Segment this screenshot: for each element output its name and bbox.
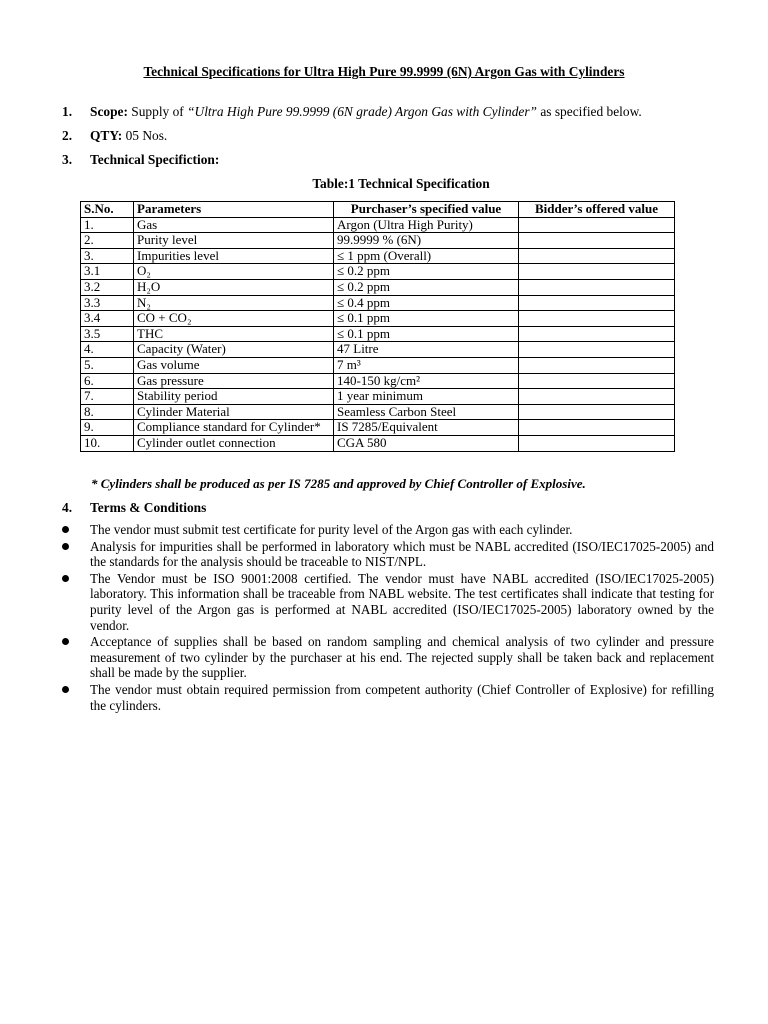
scope-post-text: as specified below. xyxy=(537,104,642,119)
section-technical xyxy=(62,152,219,168)
cell-bidder-value xyxy=(519,264,675,280)
section-number: 3. xyxy=(62,152,73,167)
cell-bidder-value xyxy=(519,248,675,264)
cell-purchaser-value: ≤ 0.1 ppm xyxy=(334,311,519,327)
cell-parameter: O₂ xyxy=(134,264,334,280)
cell-purchaser-value: ≤ 0.2 ppm xyxy=(334,279,519,295)
document-title: Technical Specifications for Ultra High Pure 99.9999 (6N) Argon Gas with Cylinders xyxy=(143,64,625,79)
cell-purchaser-value: 140-150 kg/cm² xyxy=(334,373,519,389)
cell-sno: 3.1 xyxy=(81,264,134,280)
header-purchaser-value: Purchaser’s specified value xyxy=(334,202,519,218)
list-item xyxy=(62,571,714,633)
table-row xyxy=(81,357,675,373)
table-row xyxy=(81,342,675,358)
section-terms xyxy=(62,500,206,516)
table-row xyxy=(81,217,675,233)
table-row xyxy=(81,264,675,280)
cell-sno: 9. xyxy=(81,420,134,436)
cell-bidder-value xyxy=(519,420,675,436)
qty-value: 05 Nos. xyxy=(122,128,168,143)
table-row xyxy=(81,326,675,342)
term-text: Analysis for impurities shall be performed in laboratory which must be NABL accredited (ISO/IEC17025-2005) and the standards for the analysis should be traceable to NIST/NPL. xyxy=(90,538,714,570)
cell-parameter: Gas volume xyxy=(134,357,334,373)
table-row xyxy=(81,435,675,451)
cell-parameter: Stability period xyxy=(134,389,334,405)
cell-parameter: N₂ xyxy=(134,295,334,311)
table-row xyxy=(81,233,675,249)
term-text: The vendor must obtain required permission from competent authority (Chief Controller of Explosive) for refilling the cylinders. xyxy=(90,681,714,713)
section-label: Terms & Conditions xyxy=(90,500,207,515)
table-row xyxy=(81,389,675,405)
cell-parameter: Impurities level xyxy=(134,248,334,264)
terms-list xyxy=(62,522,714,714)
spec-table xyxy=(80,201,675,452)
cell-sno: 3.3 xyxy=(81,295,134,311)
cell-sno: 6. xyxy=(81,373,134,389)
cell-parameter: CO + CO₂ xyxy=(134,311,334,327)
term-text: Acceptance of supplies shall be based on random sampling and chemical analysis of two cylinder and pressure measurement of two cylinder by the purchaser at his end. The rejected supply shall be taken back and replacement shall be made by the supplier. xyxy=(90,634,714,681)
bullet-icon xyxy=(62,543,69,550)
cell-purchaser-value: IS 7285/Equivalent xyxy=(334,420,519,436)
cell-sno: 5. xyxy=(81,357,134,373)
cell-sno: 1. xyxy=(81,217,134,233)
cell-sno: 8. xyxy=(81,404,134,420)
cell-parameter: Compliance standard for Cylinder* xyxy=(134,420,334,436)
cell-purchaser-value: ≤ 0.4 ppm xyxy=(334,295,519,311)
section-number: 1. xyxy=(62,104,73,119)
term-text: The vendor must submit test certificate for purity level of the Argon gas with each cylinder. xyxy=(90,522,573,537)
cell-sno: 3.4 xyxy=(81,311,134,327)
term-text: The Vendor must be ISO 9001:2008 certified. The vendor must have NABL accredited (ISO/IEC17025-2005) laboratory. This information shall be traceable from NABL website. The test certificates shall indicate that testing for purity level of the Argon gas is performed at NABL accredited (ISO/IEC17025-2005) laboratory owned by the vendor. xyxy=(90,570,714,633)
cell-purchaser-value: ≤ 0.1 ppm xyxy=(334,326,519,342)
cell-purchaser-value: 47 Litre xyxy=(334,342,519,358)
header-parameters: Parameters xyxy=(134,202,334,218)
cell-bidder-value xyxy=(519,389,675,405)
cell-sno: 7. xyxy=(81,389,134,405)
bullet-icon xyxy=(62,686,69,693)
cell-sno: 3.5 xyxy=(81,326,134,342)
cell-purchaser-value: 7 m³ xyxy=(334,357,519,373)
cell-parameter: Gas pressure xyxy=(134,373,334,389)
cell-bidder-value xyxy=(519,233,675,249)
table-row xyxy=(81,279,675,295)
table-footnote: * Cylinders shall be produced as per IS 7285 and approved by Chief Controller of Explosive. xyxy=(91,476,586,491)
table-body xyxy=(81,217,675,451)
list-item xyxy=(62,522,714,538)
cell-parameter: THC xyxy=(134,326,334,342)
section-qty xyxy=(62,128,167,144)
cell-bidder-value xyxy=(519,311,675,327)
cell-bidder-value xyxy=(519,295,675,311)
section-number: 2. xyxy=(62,128,73,143)
cell-bidder-value xyxy=(519,326,675,342)
cell-sno: 3.2 xyxy=(81,279,134,295)
section-number: 4. xyxy=(62,500,73,515)
cell-sno: 3. xyxy=(81,248,134,264)
cell-purchaser-value: 99.9999 % (6N) xyxy=(334,233,519,249)
table-row xyxy=(81,295,675,311)
bullet-icon xyxy=(62,638,69,645)
list-item xyxy=(62,539,714,570)
header-sno: S.No. xyxy=(81,202,134,218)
table-row xyxy=(81,373,675,389)
cell-purchaser-value: ≤ 0.2 ppm xyxy=(334,264,519,280)
cell-sno: 10. xyxy=(81,435,134,451)
cell-parameter: H₂O xyxy=(134,279,334,295)
list-item xyxy=(62,634,714,681)
cell-sno: 2. xyxy=(81,233,134,249)
cell-purchaser-value: 1 year minimum xyxy=(334,389,519,405)
list-item xyxy=(62,682,714,713)
cell-bidder-value xyxy=(519,357,675,373)
section-label: QTY: xyxy=(90,128,123,143)
header-bidder-value: Bidder’s offered value xyxy=(519,202,675,218)
table-row xyxy=(81,248,675,264)
table-row xyxy=(81,311,675,327)
scope-pre-text: Supply of xyxy=(127,104,188,119)
cell-purchaser-value: Argon (Ultra High Purity) xyxy=(334,217,519,233)
cell-bidder-value xyxy=(519,279,675,295)
section-label: Technical Specifiction: xyxy=(90,152,220,167)
section-scope xyxy=(62,104,642,120)
section-label: Scope: xyxy=(90,104,128,119)
table-caption: Table:1 Technical Specification xyxy=(312,176,490,191)
cell-purchaser-value: CGA 580 xyxy=(334,435,519,451)
table-row xyxy=(81,420,675,436)
table-header-row xyxy=(81,202,675,218)
cell-bidder-value xyxy=(519,373,675,389)
cell-parameter: Cylinder Material xyxy=(134,404,334,420)
cell-bidder-value xyxy=(519,404,675,420)
cell-bidder-value xyxy=(519,435,675,451)
cell-parameter: Gas xyxy=(134,217,334,233)
cell-bidder-value xyxy=(519,217,675,233)
cell-purchaser-value: Seamless Carbon Steel xyxy=(334,404,519,420)
cell-parameter: Cylinder outlet connection xyxy=(134,435,334,451)
bullet-icon xyxy=(62,526,69,533)
cell-parameter: Capacity (Water) xyxy=(134,342,334,358)
cell-sno: 4. xyxy=(81,342,134,358)
bullet-icon xyxy=(62,575,69,582)
scope-quote: “Ultra High Pure 99.9999 (6N grade) Argon Gas with Cylinder” xyxy=(187,104,537,119)
table-row xyxy=(81,404,675,420)
cell-purchaser-value: ≤ 1 ppm (Overall) xyxy=(334,248,519,264)
cell-bidder-value xyxy=(519,342,675,358)
cell-parameter: Purity level xyxy=(134,233,334,249)
